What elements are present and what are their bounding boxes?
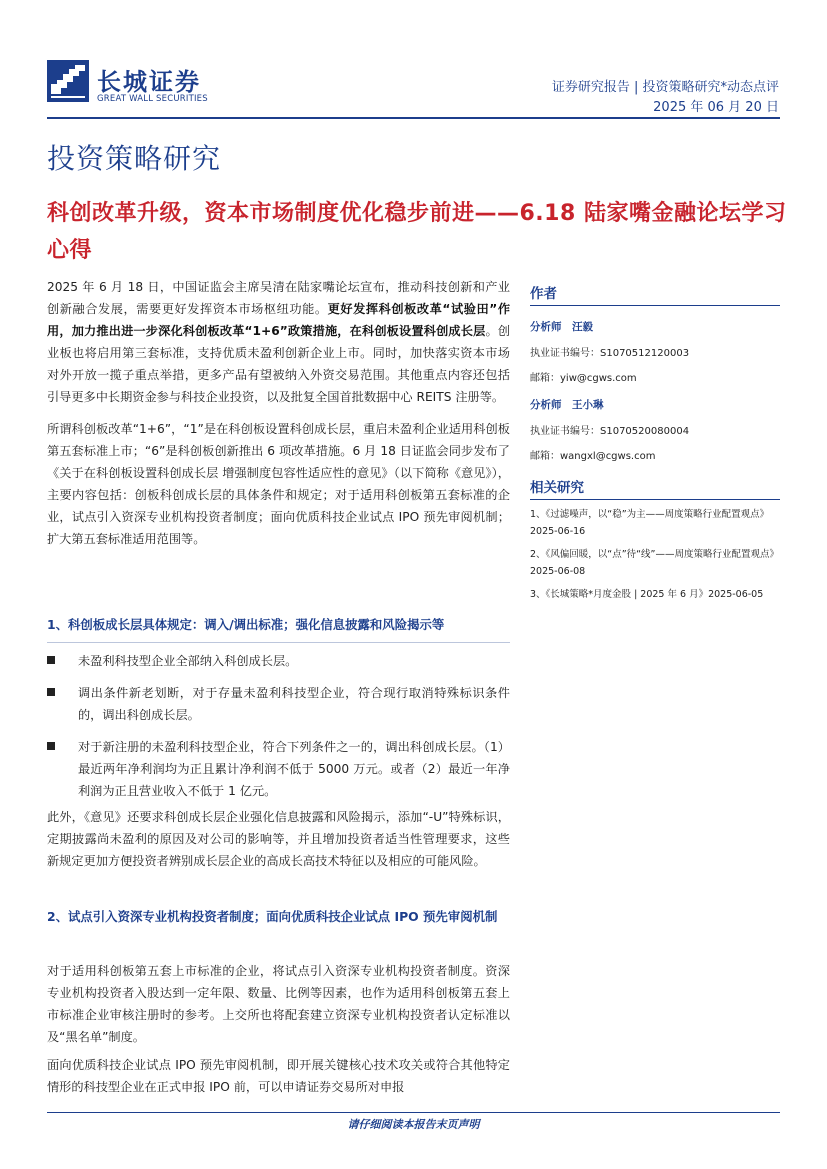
analyst-cert: 执业证书编号：S1070520080004 (530, 426, 690, 437)
header-divider (47, 117, 780, 119)
section-1-paragraph: 此外，《意见》还要求科创成长层企业强化信息披露和风险揭示，添加“-U”特殊标识，定期披露尚未盈利的原因及对公司的影响等，并且增加投资者适当性管理要求，这些新规定更加方便投资者辨别成长层企业的高成长高技术特征以及相应的可能风险。 (47, 810, 510, 868)
analyst-card (530, 397, 780, 462)
analyst-cert: 执业证书编号：S1070512120003 (530, 348, 690, 359)
section-divider (47, 642, 510, 643)
list-item (47, 650, 510, 672)
authors-heading: 作者 (530, 282, 780, 306)
brand-name-cn: 长城证券 (97, 68, 201, 96)
section-1-title: 1、科创板成长层具体规定：调入/调出标准；强化信息披露和风险揭示等 (47, 617, 445, 632)
intro-text: 2025 年 6 月 18 日，中国证监会主席吴清在陆家嘴论坛宣布，推动科技创新和产业创新融合发展，需要更好发挥资本市场枢纽功能。 (47, 280, 510, 316)
bullet-square-icon (47, 742, 55, 750)
bullet-text: 对于新注册的未盈利科技型企业，符合下列条件之一的，调出科创成长层。（1）最近两年净利润均为正且累计净利润不低于 5000 万元。或者（2）最近一年净利润为正且营业收入不低于 1 亿元。 (78, 740, 510, 798)
report-title: 科创改革升级，资本市场制度优化稳步前进——6.18 陆家嘴金融论坛学习心得 (47, 201, 787, 263)
related-research-item[interactable]: 1、《过滤噪声，以“稳”为主——周度策略行业配置观点》2025-06-16 (530, 509, 770, 537)
footer-divider (47, 1112, 780, 1113)
intro-highlight: 更好发挥科创板改革“试验田”作用，加力推出进一步深化科创板改革“1+6”政策措施，在科创板设置科创成长层 (47, 302, 511, 338)
bullet-text: 调出条件新老划断，对于存量未盈利科技型企业，符合现行取消特殊标识条件的，调出科创成长层。 (78, 686, 510, 722)
analyst-name: 分析师 汪毅 (530, 321, 593, 333)
list-item (47, 682, 510, 726)
report-category: 投资策略研究 (47, 142, 222, 175)
related-research-item[interactable]: 3、《长城策略*月度金股 | 2025 年 6 月》2025-06-05 (530, 589, 764, 600)
brand-name-en: GREAT WALL SECURITIES (97, 94, 208, 104)
section-2-paragraph-2: 面向优质科技企业试点 IPO 预先审阅机制，即开展关键核心技术攻关或符合其他特定情形的科技型企业在正式申报 IPO 前，可以申请证券交易所对申报 (47, 1058, 510, 1094)
analyst-email[interactable]: 邮箱：yiw@cgws.com (530, 373, 637, 384)
main-body (47, 276, 511, 1094)
analyst-email[interactable]: 邮箱：wangxl@cgws.com (530, 451, 656, 462)
report-type: 证券研究报告 | 投资策略研究*动态点评 (551, 80, 779, 95)
related-research-heading: 相关研究 (530, 476, 780, 500)
analyst-name: 分析师 王小琳 (530, 399, 604, 411)
great-wall-logo-icon (47, 60, 89, 102)
analyst-card (530, 319, 780, 384)
section-2-paragraph-1: 对于适用科创板第五套上市标准的企业，将试点引入资深专业机构投资者制度。资深专业机构投资者入股达到一定年限、数量、比例等因素，也作为适用科创板第五套上市标准企业审核注册时的参考。上交所也将配套建立资深专业机构投资者认定标准以及“黑名单”制度。 (47, 964, 510, 1044)
related-research-item[interactable]: 2、《风偏回暖，以“点”待“线”——周度策略行业配置观点》2025-06-08 (530, 549, 779, 577)
list-item (47, 736, 510, 802)
intro-paragraph-1 (47, 276, 510, 408)
bullet-text: 未盈利科技型企业全部纳入科创成长层。 (78, 654, 298, 668)
report-date: 2025 年 06 月 20 日 (653, 100, 779, 115)
bullet-square-icon (47, 656, 55, 664)
intro-text-cont: 。创业板也将启用第三套标准，支持优质未盈利创新企业上市。同时，加快落实资本市场对外开放一揽子重点举措，更多产品有望被纳入外资交易范围。其他重点内容还包括引导更多中长期资金参与科技企业投资，以及批复全国首批数据中心 REITS 注册等。 (47, 324, 511, 404)
bullet-square-icon (47, 688, 55, 696)
brand-logo (47, 60, 217, 108)
footer-disclaimer: 请仔细阅读本报告末页声明 (347, 1118, 480, 1131)
intro-paragraph-2: 所谓科创板改革“1+6”，“1”是在科创板设置科创成长层，重启未盈利企业适用科创板第五套标准上市；“6”是科创板创新推出 6 项改革措施。6 月 18 日证监会同步发布了《关于在科创板设置科创成长层 增强制度包容性适应性的意见》（以下简称《意见》），主要内容包括：创板科创成长层的具体条件和规定；对于适用科创板第五套标准的企业，试点引入资深专业机构投资者制度；面向优质科技企业试点 IPO 预先审阅机制；扩大第五套标准适用范围等。 (47, 422, 510, 546)
section-2-title: 2、试点引入资深专业机构投资者制度；面向优质科技企业试点 IPO 预先审阅机制 (47, 909, 498, 924)
sidebar (530, 282, 780, 603)
